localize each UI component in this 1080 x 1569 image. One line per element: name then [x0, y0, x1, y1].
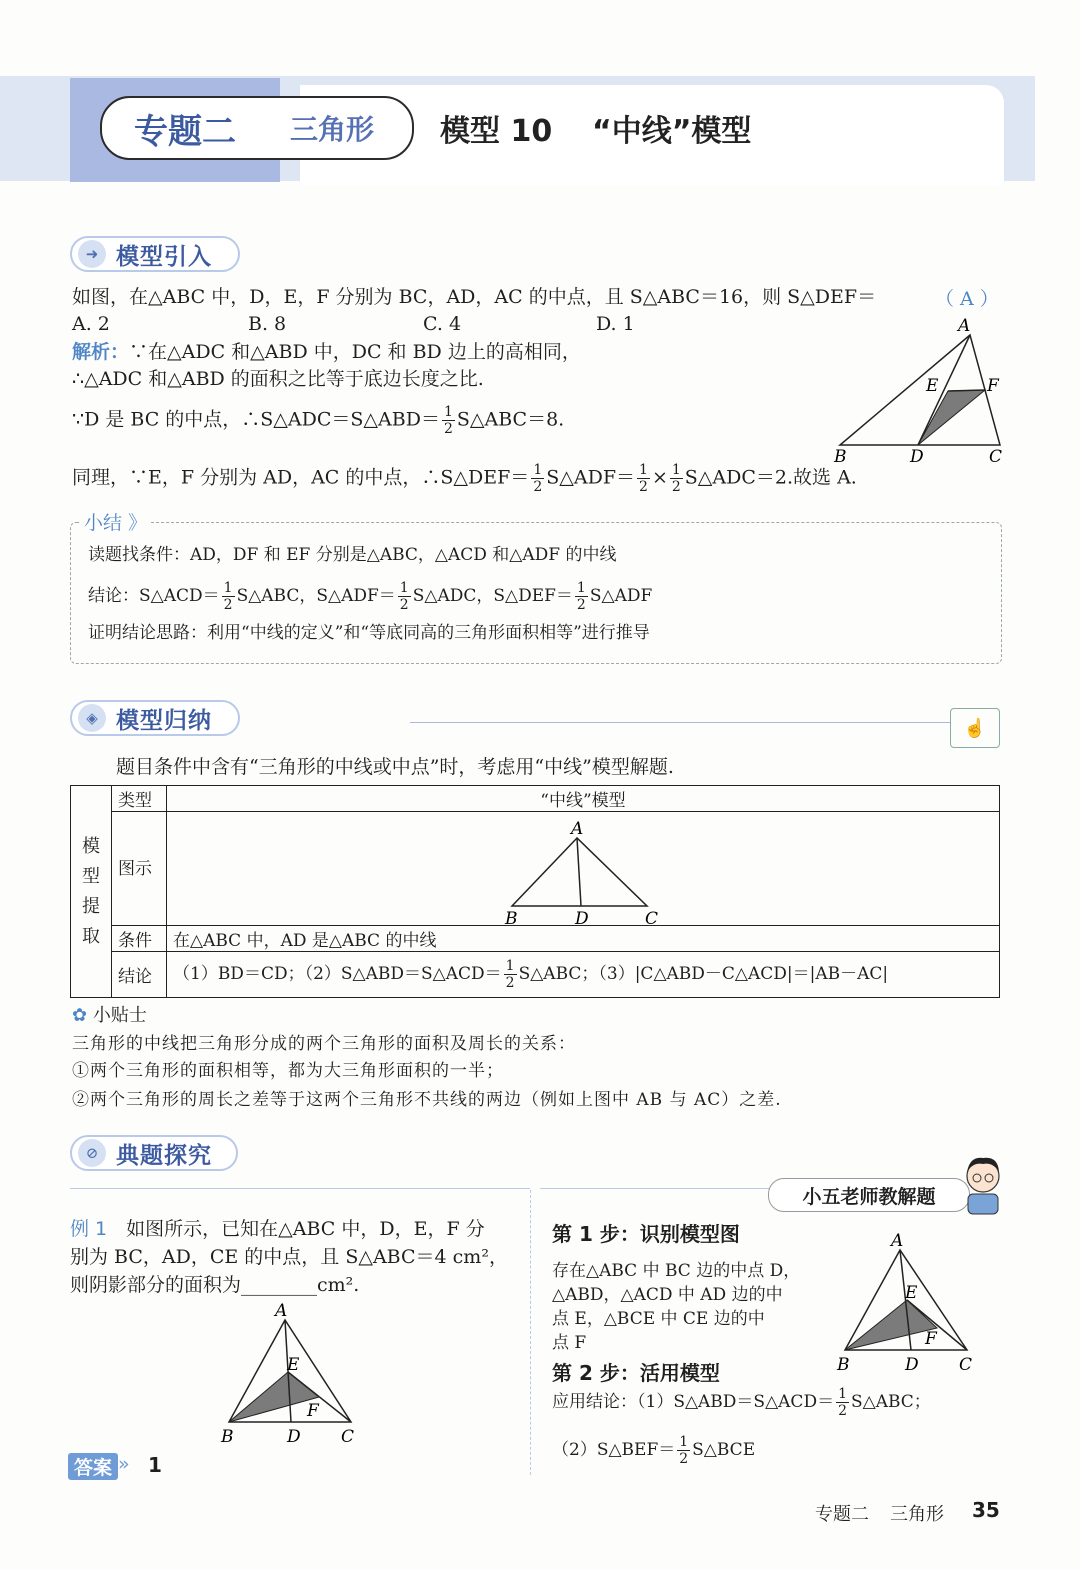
answer-arrows: » [118, 1453, 130, 1475]
label-f: F [307, 1401, 319, 1421]
model-title: “中线”模型 [592, 114, 752, 149]
fraction-half: $\frac{1}{2}$ [671, 462, 681, 495]
cube-icon: ◈ [78, 704, 106, 732]
explore-divider-left [70, 1188, 530, 1189]
step2-line-1: 应用结论：（1）S△ABD＝S△ACD＝ $\frac{1}{2}$ S△ABC； [552, 1386, 931, 1419]
intro-figure [830, 315, 1010, 465]
option-c: C. 4 [423, 313, 462, 335]
tip-line-1: 三角形的中线把三角形分成的两个三角形的面积及周长的关系： [72, 1034, 576, 1054]
step-figure [835, 1228, 985, 1378]
label-d: D [905, 1355, 919, 1375]
conclusion-label: 结论 [112, 952, 167, 998]
segment-ef [948, 390, 985, 391]
induction-intro: 题目条件中含有“三角形的中线或中点”时，考虑用“中线”模型解题. [116, 756, 674, 778]
summary-line-3: 证明结论思路：利用“中线的定义”和“等底同高的三角形面积相等”进行推导 [88, 623, 650, 643]
tip-line-2: ①两个三角形的面积相等，都为大三角形面积的一半； [72, 1061, 504, 1081]
label-d: D [287, 1427, 301, 1447]
explore-divider-right [540, 1188, 770, 1189]
fraction-half: $\frac{1}{2}$ [533, 462, 543, 495]
section-intro-title: 模型引入 [116, 243, 212, 270]
tip-line-3: ②两个三角形的周长之差等于这两个三角形不共线的两边（例如上图中 AB 与 AC）之差. [72, 1090, 782, 1110]
tip-title: 小贴士 [92, 1005, 147, 1026]
median-ad [577, 838, 581, 906]
step1-line-2: △ABD，△ACD 中 AD 边的中 [552, 1285, 783, 1305]
table-side-label: 模 型 提 取 [71, 786, 112, 998]
header-subtopic: 三角形 [290, 113, 375, 146]
section-induction-title: 模型归纳 [116, 707, 212, 734]
example-figure [215, 1300, 365, 1450]
label-e: E [926, 376, 939, 396]
shaded-triangle-def [918, 390, 985, 445]
median-figure [497, 818, 667, 928]
answer-value: 1 [148, 1453, 162, 1477]
step1-line-4: 点 F [552, 1333, 587, 1353]
label-c: C [989, 447, 1003, 465]
section-explore-header [70, 1135, 238, 1171]
type-value: “中线”模型 [167, 786, 1000, 812]
analysis-line-1: ∵在△ADC 和△ABD 中，DC 和 BD 边上的高相同， [129, 341, 581, 363]
fraction-half: $\frac{1}{2}$ [505, 958, 515, 991]
step1-title: 第 1 步：识别模型图 [552, 1222, 740, 1246]
teacher-badge: 小五老师教解题 [768, 1178, 970, 1212]
example-label: 例 1 [70, 1218, 108, 1240]
example-line-2: 别为 BC，AD，CE 的中点，且 S△ABC＝4 cm²， [70, 1246, 508, 1268]
condition-label: 条件 [112, 926, 167, 952]
label-e: E [905, 1283, 918, 1303]
fraction-half: $\frac{1}{2}$ [443, 404, 453, 437]
condition-value: 在△ABC 中，AD 是△ABC 的中线 [167, 926, 1000, 952]
example-line-3: 则阴影部分的面积为________cm². [70, 1274, 360, 1296]
fraction-half: $\frac{1}{2}$ [576, 580, 586, 613]
label-d: D [575, 909, 589, 928]
summary-title: 小结 》 [80, 508, 151, 535]
label-c: C [959, 1355, 973, 1375]
tip-header [72, 1003, 147, 1029]
section-explore-title: 典题探究 [116, 1142, 212, 1169]
fraction-half: $\frac{1}{2}$ [838, 1386, 847, 1419]
option-a: A. 2 [72, 313, 110, 335]
analysis-line-2: ∴△ADC 和△ABD 的面积之比等于底边长度之比. [72, 368, 484, 390]
label-a: A [571, 819, 584, 839]
page-number: 35 [972, 1498, 1000, 1522]
label-a: A [958, 316, 971, 336]
figure-label: 图示 [112, 812, 167, 926]
enter-icon: ➜ [78, 240, 106, 268]
summary-line-2: 结论：S△ACD＝ $\frac{1}{2}$ S△ABC，S△ADF＝ $\frac{1}{2}$ S△ADC，S△DEF＝ $\frac{1}{2}$ S△ADF [88, 580, 653, 613]
label-c: C [341, 1427, 355, 1447]
model-number: 模型 10 [440, 114, 553, 149]
intro-question: 如图，在△ABC 中，D，E，F 分别为 BC，AD，AC 的中点，且 S△ABC＝16，则 S△DEF＝ [72, 286, 877, 308]
analysis-line-4: 同理，∵E，F 分别为 AD，AC 的中点，∴S△DEF＝ $\frac{1}{2}$ S△ADF＝ $\frac{1}{2}$ × $\frac{1}{2}$ S△ADC＝2.故选 A. [72, 462, 857, 495]
step1-line-3: 点 E，△BCE 中 CE 边的中 [552, 1309, 765, 1329]
header-topic: 专题二 [134, 112, 236, 152]
click-hand-icon: ☝ [950, 708, 1000, 748]
compass-icon: ⊘ [78, 1139, 106, 1167]
label-b: B [505, 909, 518, 928]
analysis-line-3: ∵D 是 BC 的中点，∴S△ADC＝S△ABD＝ $\frac{1}{2}$ S△ABC＝8. [72, 404, 565, 437]
analysis-label: 解析： [72, 341, 130, 363]
option-d: D. 1 [596, 313, 635, 335]
answer-label: 答案 [68, 1453, 118, 1480]
label-b: B [837, 1355, 850, 1375]
footer-subtopic: 三角形 [890, 1504, 944, 1525]
summary-line-1: 读题找条件：AD，DF 和 EF 分别是△ABC，△ACD 和△ADF 的中线 [88, 545, 617, 565]
intro-answer: （ A ） [935, 288, 999, 310]
fraction-half: $\frac{1}{2}$ [223, 580, 233, 613]
model-table [70, 785, 1000, 998]
figure-cell [167, 812, 1000, 926]
step2-title: 第 2 步：活用模型 [552, 1361, 720, 1385]
option-b: B. 8 [248, 313, 287, 335]
label-d: D [910, 447, 924, 465]
label-c: C [645, 909, 659, 928]
label-a: A [275, 1301, 288, 1321]
divider-line [410, 722, 950, 723]
label-b: B [221, 1427, 234, 1447]
type-label: 类型 [112, 786, 167, 812]
fraction-half: $\frac{1}{2}$ [679, 1434, 689, 1467]
step1-line-1: 存在△ABC 中 BC 边的中点 D， [552, 1261, 801, 1281]
fraction-half: $\frac{1}{2}$ [399, 580, 409, 613]
teacher-avatar [958, 1150, 1008, 1218]
label-f: F [925, 1329, 937, 1349]
label-e: E [287, 1355, 300, 1375]
label-b: B [834, 447, 847, 465]
section-intro-header [70, 236, 240, 272]
step2-line-2: （2）S△BEF＝ $\frac{1}{2}$ S△BCE [552, 1434, 756, 1467]
conclusion-value: （1）BD＝CD；（2）S△ABD＝S△ACD＝ $\frac{1}{2}$ S△ABC；（3）|C△ABD－C△ACD|＝|AB－AC| [167, 952, 1000, 998]
label-f: F [987, 376, 999, 396]
explore-column-divider [530, 1190, 531, 1475]
section-induction-header [70, 700, 240, 736]
gear-flower-icon: ✿ [72, 1005, 88, 1026]
example-line-1: 例 1 如图所示，已知在△ABC 中，D，E，F 分 [70, 1218, 485, 1240]
footer-topic: 专题二 [815, 1504, 869, 1525]
fraction-half: $\frac{1}{2}$ [639, 462, 648, 495]
label-a: A [891, 1231, 904, 1251]
